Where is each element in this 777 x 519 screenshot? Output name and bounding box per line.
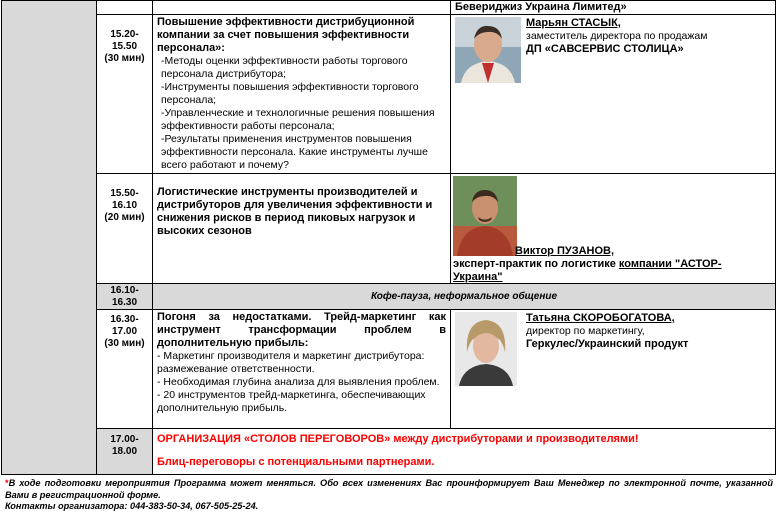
bullet-item: -Управленческие и технологичные решения повышения эффективности работы персонала; [161, 107, 435, 132]
session-time: 16.30- 17.00 (30 мин) [97, 310, 153, 429]
session-time: 17.00- 18.00 [97, 429, 153, 475]
session-time: 15.50- 16.10 (20 мин) [97, 174, 153, 284]
agenda-table [1, 0, 776, 475]
footnote [5, 478, 773, 513]
speaker-photo-image [453, 176, 517, 256]
bullet-item: - Маркетинг производителя и маркетинг дистрибутора: размежевание ответственности. [157, 350, 425, 375]
speaker-name: Марьян СТАСЫК, [526, 17, 621, 29]
bullet-item: - 20 инструментов трейд-маркетинга, обеспечивающих дополнительную прибыль. [157, 389, 426, 414]
speaker-cell [451, 174, 776, 284]
speaker-photo [455, 312, 517, 386]
agenda-row [2, 174, 776, 284]
session-time: 15.20- 15.50 (30 мин) [97, 15, 153, 174]
break-time: 16.10- 16.30 [97, 284, 153, 310]
session-topic [153, 15, 451, 174]
speaker-org-link[interactable]: компании "АСТОР-Украина" [453, 258, 722, 283]
speaker-photo-image [455, 312, 517, 386]
side-column [2, 1, 97, 475]
speaker-role: эксперт-практик по логистике [453, 258, 616, 270]
speaker-cell [451, 15, 776, 174]
break-text: Кофе-пауза, неформальное общение [370, 291, 558, 302]
prev-row [2, 1, 776, 15]
speaker-name: Виктор ПУЗАНОВ, [515, 245, 615, 257]
negotiation-title: ОРГАНИЗАЦИЯ «СТОЛОВ ПЕРЕГОВОРОВ» между дистрибуторами и производителями! [157, 433, 639, 445]
footnote-text: В ходе подготовки мероприятия Программа может меняться. Обо всех изменениях Вас проинформирует Ваш Менеджер по электронной почте, указанной Вами в регистрационной форме. [5, 478, 773, 500]
break-cell [153, 284, 776, 310]
session-bullets [157, 350, 446, 415]
speaker-org: ДП «САВСЕРВИС СТОЛИЦА» [526, 43, 684, 55]
footnote-star: * [5, 478, 9, 488]
agenda-row [2, 15, 776, 174]
prev-speaker-org: Бевериджиз Украина Лимитед» [455, 1, 627, 13]
session-title: Логистические инструменты производителей и дистрибуторов для увеличения эффективности и снижения рисков в период пиковых нагрузок и высоких сезонов [157, 186, 433, 237]
session-topic [153, 174, 451, 284]
agenda-row [2, 429, 776, 475]
session-title: Погоня за недостатками. Трейд-маркетинг как инструмент трансформации проблем в дополнительную прибыль: [157, 311, 446, 349]
session-topic [153, 429, 776, 475]
speaker-cell [451, 310, 776, 429]
bullet-item: -Результаты применения инструментов повышения эффективности персонала. Какие инструменты лучше всего работают и почему? [161, 133, 428, 171]
agenda-row [2, 310, 776, 429]
speaker-role: директор по маркетингу, [526, 325, 645, 337]
bullet-item: -Инструменты повышения эффективности торгового персонала; [161, 81, 419, 106]
break-row [2, 284, 776, 310]
negotiation-subtitle: Блиц-переговоры с потенциальными партнерами. [157, 456, 435, 468]
speaker-photo [453, 176, 517, 256]
speaker-role: заместитель директора по продажам [526, 30, 708, 42]
session-bullets [157, 55, 446, 172]
session-topic [153, 310, 451, 429]
session-title: Повышение эффективности дистрибуционной компании за счет повышения эффективности персонала»: [157, 16, 415, 54]
speaker-name: Татьяна СКОРОБОГАТОВА, [526, 312, 675, 324]
bullet-item: -Методы оценки эффективности работы торгового персонала дистрибутора; [161, 55, 408, 80]
bullet-item: - Необходимая глубина анализа для выявления проблем. [157, 376, 440, 388]
speaker-org: Геркулес/Украинский продукт [526, 338, 689, 350]
speaker-photo [455, 17, 521, 83]
footnote-contacts: Контакты организатора: 044-383-50-34, 067-505-25-24. [5, 501, 259, 511]
speaker-photo-image [455, 17, 521, 83]
